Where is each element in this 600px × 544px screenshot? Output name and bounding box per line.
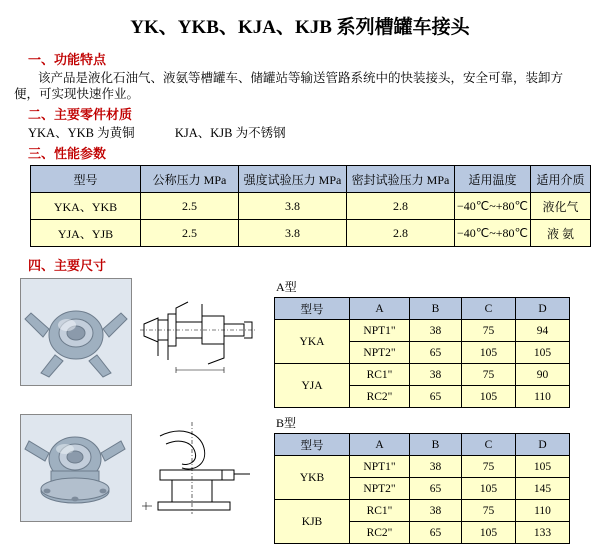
technical-drawing-a bbox=[138, 278, 258, 384]
materials-right: KJA、KJB 为不锈钢 bbox=[174, 126, 286, 140]
dim-b-cell-d: 133 bbox=[516, 522, 570, 544]
dim-b-cell-b: 65 bbox=[410, 522, 462, 544]
spec-cell-nominal: 2.5 bbox=[141, 220, 239, 247]
spec-header-nominal-pressure: 公称压力 MPa bbox=[141, 166, 239, 193]
dim-a-header-row bbox=[275, 298, 570, 320]
section-heading-dimensions: 四、主要尺寸 bbox=[28, 258, 107, 273]
dimension-table-b-wrap bbox=[274, 414, 570, 544]
spec-header-temperature: 适用温度 bbox=[455, 166, 531, 193]
spec-cell-temp: −40℃~+80℃ bbox=[455, 193, 531, 220]
dim-a-cell-c: 75 bbox=[462, 320, 516, 342]
spec-cell-medium: 液 氨 bbox=[531, 220, 591, 247]
dim-a-model-yja: YJA bbox=[275, 364, 350, 408]
dim-b-cell-a: NPT1" bbox=[350, 456, 410, 478]
dim-a-cell-b: 38 bbox=[410, 320, 462, 342]
spec-header-model: 型号 bbox=[31, 166, 141, 193]
dim-b-cell-b: 38 bbox=[410, 456, 462, 478]
dim-b-cell-a: NPT2" bbox=[350, 478, 410, 500]
dim-b-header-a: A bbox=[350, 434, 410, 456]
dim-b-header-d: D bbox=[516, 434, 570, 456]
dim-a-cell-b: 65 bbox=[410, 342, 462, 364]
section-heading-materials: 二、主要零件材质 bbox=[28, 107, 133, 122]
dim-a-cell-b: 65 bbox=[410, 386, 462, 408]
spec-cell-strength: 3.8 bbox=[239, 193, 347, 220]
spec-header-medium: 适用介质 bbox=[531, 166, 591, 193]
dim-b-model-kjb: KJB bbox=[275, 500, 350, 544]
dim-b-cell-a: RC2" bbox=[350, 522, 410, 544]
spec-cell-nominal: 2.5 bbox=[141, 193, 239, 220]
table-row bbox=[275, 500, 570, 522]
dim-a-cell-d: 105 bbox=[516, 342, 570, 364]
coupling-photo-b-illustration bbox=[21, 415, 131, 521]
dim-a-cell-d: 110 bbox=[516, 386, 570, 408]
dim-a-cell-d: 90 bbox=[516, 364, 570, 386]
table-row bbox=[31, 193, 591, 220]
dim-a-cell-c: 75 bbox=[462, 364, 516, 386]
dim-a-cell-a: RC1" bbox=[350, 364, 410, 386]
spec-header-seal-test-pressure: 密封试验压力 MPa bbox=[347, 166, 455, 193]
dim-b-cell-c: 105 bbox=[462, 478, 516, 500]
dim-b-cell-d: 105 bbox=[516, 456, 570, 478]
dim-b-cell-c: 75 bbox=[462, 456, 516, 478]
spec-cell-seal: 2.8 bbox=[347, 220, 455, 247]
section-heading-performance: 三、性能参数 bbox=[28, 146, 107, 161]
dim-b-header-b: B bbox=[410, 434, 462, 456]
dim-a-cell-d: 94 bbox=[516, 320, 570, 342]
spec-cell-temp: −40℃~+80℃ bbox=[455, 220, 531, 247]
dim-b-cell-c: 105 bbox=[462, 522, 516, 544]
materials-left: YKA、YKB 为黄铜 bbox=[28, 126, 135, 140]
spec-cell-strength: 3.8 bbox=[239, 220, 347, 247]
dimension-table-a-wrap bbox=[274, 278, 570, 408]
dim-a-cell-c: 105 bbox=[462, 342, 516, 364]
product-photo-a bbox=[20, 278, 132, 386]
table-row bbox=[31, 220, 591, 247]
spec-cell-model: YJA、YJB bbox=[31, 220, 141, 247]
dim-a-header-d: D bbox=[516, 298, 570, 320]
dim-a-cell-c: 105 bbox=[462, 386, 516, 408]
dimension-table-b bbox=[274, 433, 570, 544]
dimension-table-a bbox=[274, 297, 570, 408]
dim-a-cell-a: RC2" bbox=[350, 386, 410, 408]
dim-b-cell-b: 38 bbox=[410, 500, 462, 522]
spec-cell-seal: 2.8 bbox=[347, 193, 455, 220]
dim-b-cell-c: 75 bbox=[462, 500, 516, 522]
dim-a-model-yka: YKA bbox=[275, 320, 350, 364]
coupling-drawing-b bbox=[138, 414, 258, 520]
dim-a-header-c: C bbox=[462, 298, 516, 320]
table-row bbox=[275, 364, 570, 386]
dim-a-header-b: B bbox=[410, 298, 462, 320]
technical-drawing-b bbox=[138, 414, 258, 520]
dim-b-model-ykb: YKB bbox=[275, 456, 350, 500]
materials-line bbox=[28, 125, 586, 141]
page-title: YK、YKB、KJA、KJB 系列槽罐车接头 bbox=[130, 17, 470, 38]
dimension-table-b-label: B型 bbox=[276, 416, 297, 430]
dim-b-cell-b: 65 bbox=[410, 478, 462, 500]
dim-a-header-model: 型号 bbox=[275, 298, 350, 320]
coupling-photo-a-illustration bbox=[21, 279, 131, 385]
dim-a-cell-a: NPT2" bbox=[350, 342, 410, 364]
spec-header-strength-test-pressure: 强度试验压力 MPa bbox=[239, 166, 347, 193]
product-photo-b bbox=[20, 414, 132, 522]
dimension-row-a bbox=[14, 278, 586, 408]
dim-b-cell-d: 145 bbox=[516, 478, 570, 500]
section-heading-features: 一、功能特点 bbox=[28, 52, 107, 67]
dim-b-header-model: 型号 bbox=[275, 434, 350, 456]
spec-table bbox=[30, 165, 591, 247]
dim-a-header-a: A bbox=[350, 298, 410, 320]
dim-b-header-c: C bbox=[462, 434, 516, 456]
features-paragraph: 该产品是液化石油气、液氨等槽罐车、储罐站等输送管路系统中的快装接头，安全可靠，装卸方便，可实现快速作业。 bbox=[14, 71, 564, 101]
dim-b-header-row bbox=[275, 434, 570, 456]
table-row bbox=[275, 456, 570, 478]
spec-cell-medium: 液化气 bbox=[531, 193, 591, 220]
dim-b-cell-a: RC1" bbox=[350, 500, 410, 522]
spec-cell-model: YKA、YKB bbox=[31, 193, 141, 220]
coupling-drawing-a bbox=[138, 278, 258, 384]
dim-a-cell-a: NPT1" bbox=[350, 320, 410, 342]
table-row bbox=[275, 320, 570, 342]
dimension-table-a-label: A型 bbox=[276, 280, 297, 294]
dim-a-cell-b: 38 bbox=[410, 364, 462, 386]
dimension-row-b bbox=[14, 414, 586, 544]
dim-b-cell-d: 110 bbox=[516, 500, 570, 522]
dimension-area bbox=[14, 278, 586, 544]
spec-table-header-row bbox=[31, 166, 591, 193]
